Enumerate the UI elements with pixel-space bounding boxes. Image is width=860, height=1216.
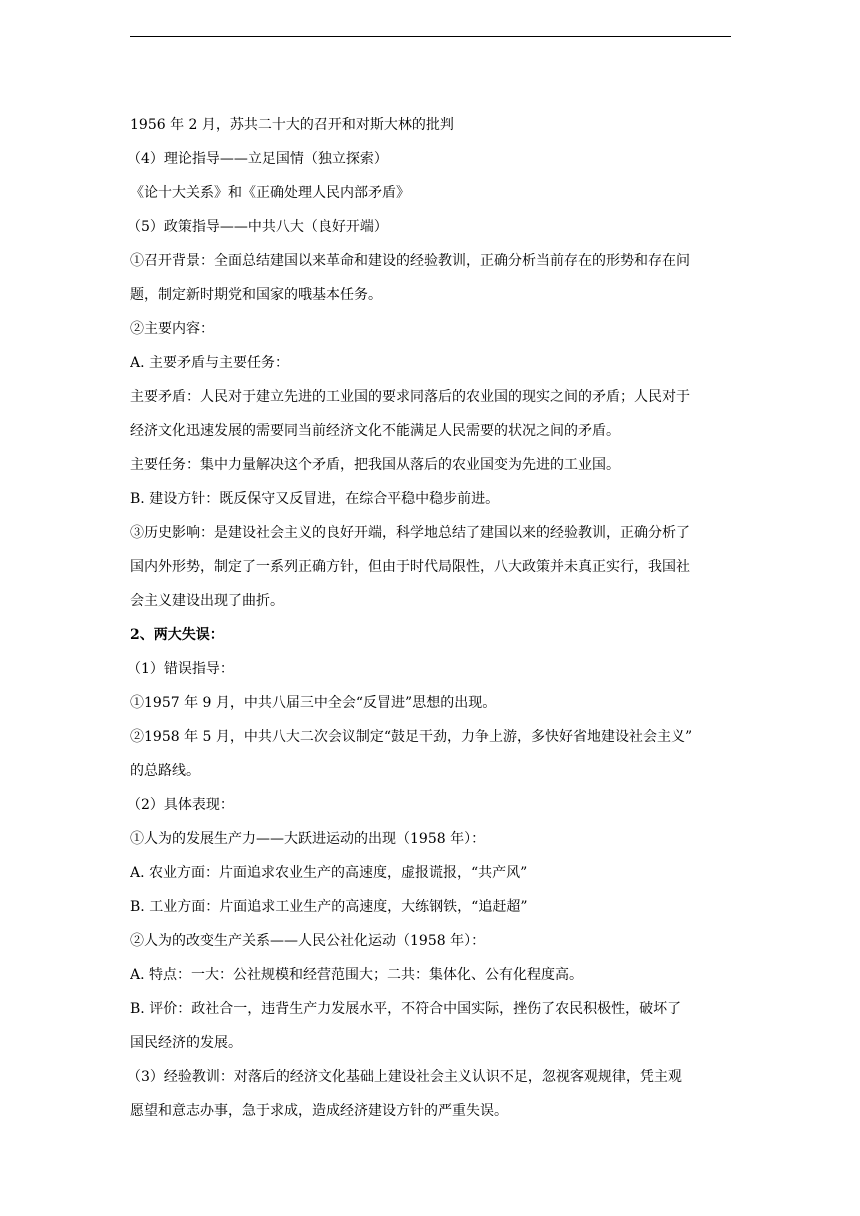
text-line: 《论十大关系》和《正确处理人民内部矛盾》: [130, 185, 410, 201]
text-line: A. 特点：一大：公社规模和经营范围大；二共：集体化、公有化程度高。: [130, 967, 584, 983]
text-line: 的总路线。: [130, 763, 200, 779]
text-line: ②人为的改变生产关系——人民公社化运动（1958 年）：: [130, 933, 486, 949]
section-heading-5: （5）政策指导——中共八大（良好开端）: [127, 219, 388, 235]
text-line: B. 工业方面：片面追求工业生产的高速度，大练钢铁，“追赶超”: [130, 899, 528, 915]
text-line: ②1958 年 5 月，中共八大二次会议制定“鼓足干劲，力争上游，多快好省地建设社会主义”: [130, 729, 693, 745]
text-line: 1956 年 2 月，苏共二十大的召开和对斯大林的批判: [130, 117, 454, 133]
text-line: 会主义建设出现了曲折。: [130, 593, 284, 609]
text-line: B. 建设方针：既反保守又反冒进，在综合平稳中稳步前进。: [130, 491, 500, 507]
text-line: 国内外形势，制定了一系列正确方针，但由于时代局限性，八大政策并未真正实行，我国社: [130, 559, 690, 575]
text-line: ②主要内容：: [130, 321, 214, 337]
text-line: 国民经济的发展。: [130, 1035, 242, 1051]
text-line: 主要矛盾：人民对于建立先进的工业国的要求同落后的农业国的现实之间的矛盾；人民对于: [130, 389, 690, 405]
text-line: 经济文化迅速发展的需要同当前经济文化不能满足人民需要的状况之间的矛盾。: [130, 423, 620, 439]
subsection-heading-3: （3）经验教训：对落后的经济文化基础上建设社会主义认识不足，忽视客观规律，凭主观: [127, 1069, 682, 1085]
section-heading-4: （4）理论指导——立足国情（独立探索）: [127, 151, 388, 167]
text-line: ①召开背景：全面总结建国以来革命和建设的经验教训，正确分析当前存在的形势和存在问: [130, 253, 690, 269]
text-line: A. 主要矛盾与主要任务：: [130, 355, 290, 371]
text-line: 题，制定新时期党和国家的哦基本任务。: [130, 287, 382, 303]
subsection-heading-1: （1）错误指导：: [127, 661, 234, 677]
text-line: ③历史影响：是建设社会主义的良好开端，科学地总结了建国以来的经验教训，正确分析了: [130, 525, 690, 541]
text-line: 主要任务：集中力量解决这个矛盾，把我国从落后的农业国变为先进的工业国。: [130, 457, 620, 473]
subsection-heading-2: （2）具体表现：: [127, 797, 234, 813]
text-line: A. 农业方面：片面追求农业生产的高速度，虚报谎报，“共产风”: [130, 865, 528, 881]
text-line: 愿望和意志办事，急于求成，造成经济建设方针的严重失误。: [130, 1103, 508, 1119]
section-heading-2: 2、两大失误：: [130, 627, 224, 643]
text-line: B. 评价：政社合一，违背生产力发展水平，不符合中国实际，挫伤了农民积极性，破坏了: [130, 1001, 682, 1017]
document-body: [127, 108, 731, 1128]
header-rule: [130, 36, 731, 37]
text-line: ①1957 年 9 月，中共八届三中全会“反冒进”思想的出现。: [130, 695, 497, 711]
text-line: ①人为的发展生产力——大跃进运动的出现（1958 年）：: [130, 831, 486, 847]
